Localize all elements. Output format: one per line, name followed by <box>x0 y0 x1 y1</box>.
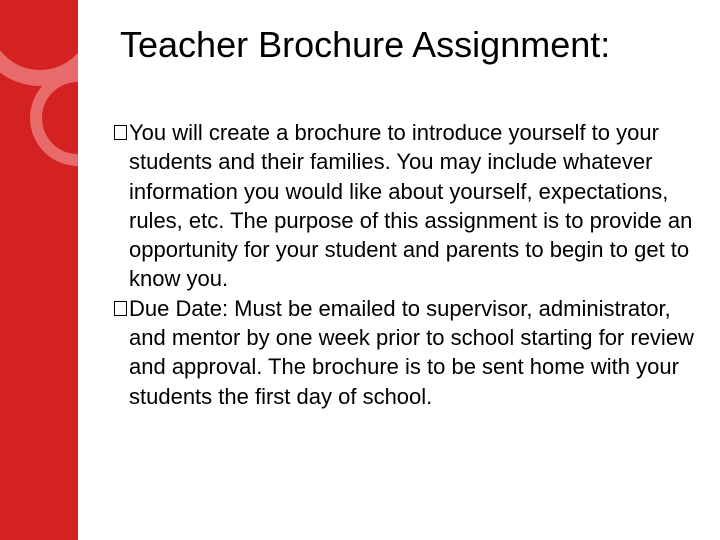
bullet-text: Due Date: Must be emailed to supervisor, administrator, and mentor by one week prior to school starting for review and approval. The brochure is to be sent home with your students the first day of school. <box>129 295 694 409</box>
bullet-item <box>114 118 704 294</box>
bullet-text: You will create a brochure to introduce yourself to your students and their families. You may include whatever information you would like about yourself, expectations, rules, etc. The purpose of this assignment is to provide an opportunity for your student and parents to begin to get to know you. <box>129 120 693 292</box>
red-sidebar <box>0 0 78 540</box>
missing-glyph-box-icon <box>114 301 127 316</box>
slide-title: Teacher Brochure Assignment: <box>120 24 611 65</box>
bullet-item <box>114 294 704 411</box>
sidebar-graphic <box>0 0 78 540</box>
missing-glyph-box-icon <box>114 125 127 140</box>
bullet-list <box>114 118 704 411</box>
